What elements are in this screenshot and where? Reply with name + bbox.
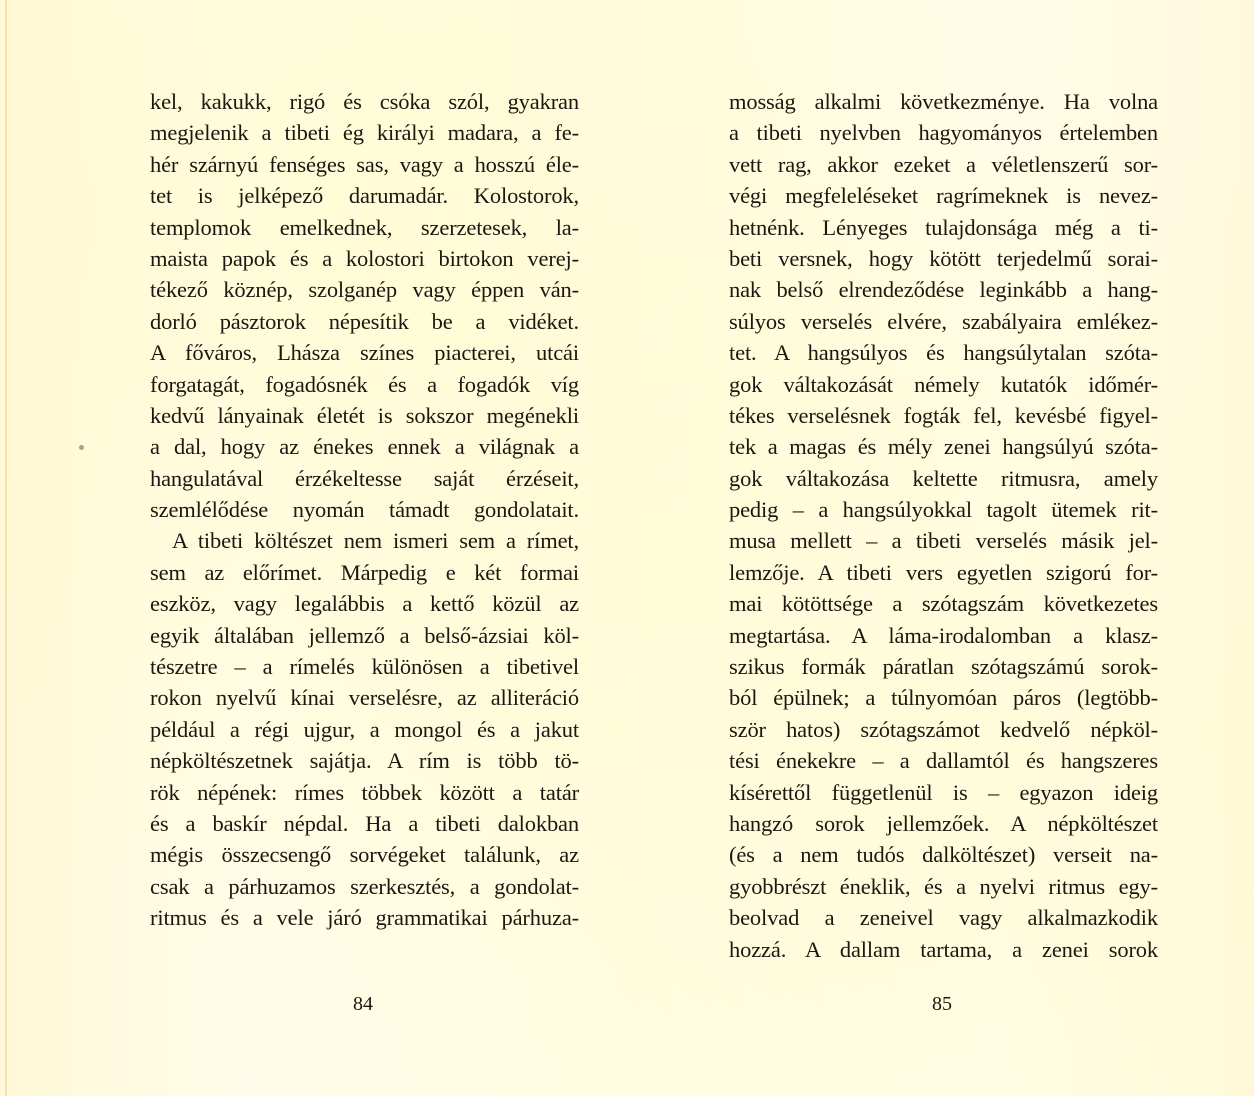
page-number-left: 84 [353,993,373,1015]
text-line: A főváros, Lhásza színes piacterei, utcái [150,340,579,366]
text-line: lemzője. A tibeti vers egyetlen szigorú for- [729,559,1158,585]
text-line: például a régi ujgur, a mongol és a jakut [150,716,579,742]
text-line: A tibeti költészet nem ismeri sem a rímet, [172,528,579,554]
text-line: gyobbrészt éneklik, és a nyelvi ritmus egy- [729,873,1158,899]
text-line: tek a magas és mély zenei hangsúlyú szóta- [729,434,1158,460]
scan-edge-line [5,0,7,1096]
text-line: templomok emelkednek, szerzetesek, la- [150,214,579,240]
text-line: népköltészetnek sajátja. A rím is több tö- [150,748,579,774]
text-line: szemlélődése nyomán támadt gondolatait. [150,497,579,523]
text-line: (és a nem tudós dalköltészet) verseit na- [729,842,1158,868]
text-line: ször hatos) szótagszámot kedvelő népköl- [729,716,1158,742]
text-line: gok váltakozását némely kutatók időmér- [729,371,1158,397]
right-page-body [729,86,1158,965]
text-line: tési énekekre – a dallamtól és hangszeres [729,748,1158,774]
text-line: végi megfeleléseket ragrímeknek is nevez- [729,183,1158,209]
text-line: szikus formák páratlan szótagszámú sorok- [729,654,1158,680]
text-line: hozzá. A dallam tartama, a zenei sorok [729,936,1158,962]
text-line: kel, kakukk, rigó és csóka szól, gyakran [150,89,579,114]
page-number-right: 85 [932,993,952,1015]
text-line: hangzó sorok jellemzőek. A népköltészet [729,810,1158,836]
text-line: gok váltakozása keltette ritmusra, amely [729,465,1158,491]
text-line: kísérettől függetlenül is – egyazon ideig [729,779,1158,805]
text-line: a tibeti nyelvben hagyományos értelemben [729,120,1158,146]
text-line: tékező köznép, szolganép vagy éppen ván- [150,277,579,303]
text-line: dorló pásztorok népesítik be a vidéket. [150,308,579,334]
paragraph [150,86,579,525]
left-page-body [150,86,579,934]
text-line: ritmus és a vele járó grammatikai párhuza- [150,905,579,931]
text-line: mai kötöttsége a szótagszám következetes [729,591,1158,617]
text-line: kedvű lányainak életét is sokszor megénekli [150,402,579,428]
text-line: eszköz, vagy legalábbis a kettő közül az [150,591,579,617]
text-line: hetnénk. Lényeges tulajdonsága még a ti- [729,214,1158,240]
text-line: ból épülnek; a túlnyomóan páros (legtöbb- [729,685,1158,711]
text-line: maista papok és a kolostori birtokon verej- [150,245,579,271]
text-line: vett rag, akkor ezeket a véletlenszerű sor- [729,151,1158,177]
paragraph [729,86,1158,965]
text-line: hér szárnyú fenséges sas, vagy a hosszú éle- [150,151,579,177]
paper-speck [79,445,84,450]
text-line: rokon nyelvű kínai verselésre, az alliteráció [150,685,579,711]
text-line: forgatagát, fogadósnék és a fogadók víg [150,371,579,397]
text-line: sem az előrímet. Márpedig e két formai [150,559,579,585]
text-line: megjelenik a tibeti ég királyi madara, a fe- [150,120,579,146]
text-line: musa mellett – a tibeti verselés másik jel- [729,528,1158,554]
text-line: hangulatával érzékeltesse saját érzéseit, [150,465,579,491]
text-line: mégis összecsengő sorvégeket találunk, az [150,842,579,868]
text-line: beolvad a zeneivel vagy alkalmazkodik [729,905,1158,931]
text-line: egyik általában jellemző a belső-ázsiai köl- [150,622,579,648]
text-line: tet. A hangsúlyos és hangsúlytalan szóta- [729,340,1158,366]
text-line: tékes verselésnek fogták fel, kevésbé figyel- [729,402,1158,428]
text-line: tet is jelképező darumadár. Kolostorok, [150,183,579,209]
paragraph [150,525,579,933]
text-line: pedig – a hangsúlyokkal tagolt ütemek rit- [729,497,1158,523]
text-line: tészetre – a rímelés különösen a tibetivel [150,654,579,680]
text-line: és a baskír népdal. Ha a tibeti dalokban [150,810,579,836]
text-line: csak a párhuzamos szerkesztés, a gondolat- [150,873,579,899]
text-line: rök népének: rímes többek között a tatár [150,779,579,805]
text-line: megtartása. A láma-irodalomban a klasz- [729,622,1158,648]
text-line: súlyos verselés elvére, szabályaira emlékez- [729,308,1158,334]
text-line: a dal, hogy az énekes ennek a világnak a [150,434,579,460]
text-line: beti versnek, hogy kötött terjedelmű sorai- [729,245,1158,271]
text-line: mosság alkalmi következménye. Ha volna [729,89,1158,114]
text-line: nak belső elrendeződése leginkább a hang- [729,277,1158,303]
